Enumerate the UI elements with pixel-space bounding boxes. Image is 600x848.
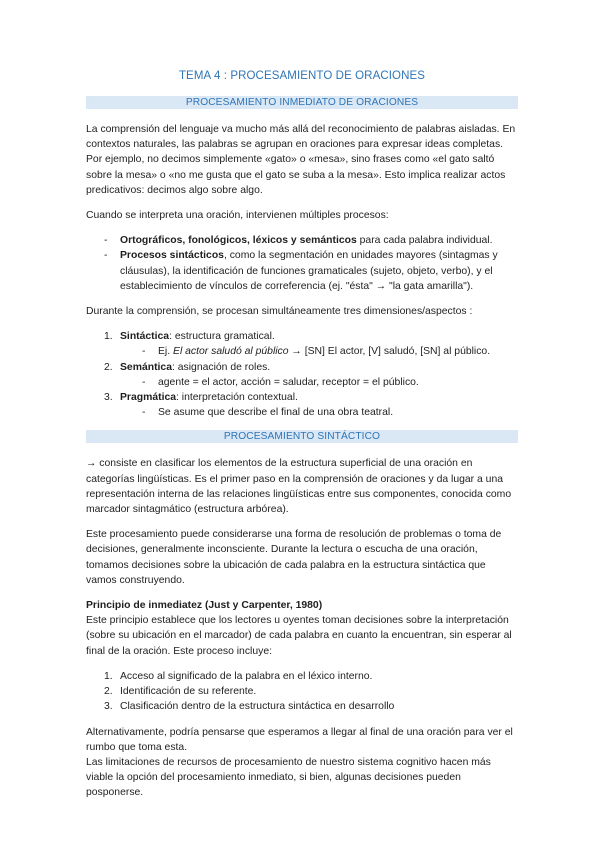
list-item-bold: Ortográficos, fonológicos, léxicos y semánticos xyxy=(120,235,357,247)
example-text: agente = el actor, acción = saludar, receptor = el público. xyxy=(158,376,419,388)
sub-list-item xyxy=(86,344,518,359)
sub-list xyxy=(120,344,518,359)
list-item xyxy=(86,329,518,359)
dash-marker: - xyxy=(142,346,146,358)
paragraph-decisions: Este procesamiento puede considerarse una forma de resolución de problemas o toma de decisiones, generalmente inconsciente. Durante la lectura o escucha de una oración, tomamos decisiones sobre la ubicación de cada palabra en la estructura sintáctica que vamos construyendo. xyxy=(86,529,502,586)
paragraph-alternative: Alternativamente, podría pensarse que esperamos a llegar al final de una oración para ver el rumbo que toma esta. xyxy=(86,726,513,753)
number-marker: 2. xyxy=(104,686,113,698)
sub-list xyxy=(120,375,518,390)
number-marker: 3. xyxy=(104,701,113,713)
page-title: TEMA 4 : PROCESAMIENTO DE ORACIONES xyxy=(178,70,426,82)
dash-marker: - xyxy=(104,250,108,262)
sub-list-item xyxy=(86,375,518,390)
section-heading-immediate-processing: PROCESAMIENTO INMEDIATO DE ORACIONES xyxy=(86,96,518,109)
list-item xyxy=(86,233,518,248)
example-text: Se asume que describe el final de una obra teatral. xyxy=(158,407,394,419)
list-item xyxy=(86,699,518,714)
paragraph-dimensions-lead: Durante la comprensión, se procesan simultáneamente tres dimensiones/aspectos : xyxy=(86,306,473,318)
dimension-desc: : asignación de roles. xyxy=(171,361,271,373)
paragraph-limitations: Las limitaciones de recursos de procesamiento de nuestro sistema cognitivo hacen más viable la opción del procesamiento inmediato, si bien, algunas decisiones pueden posponerse. xyxy=(86,756,491,799)
dimension-desc: : interpretación contextual. xyxy=(176,392,298,404)
list-item-text: para cada palabra individual. xyxy=(356,235,493,247)
step-text: Identificación de su referente. xyxy=(120,686,257,698)
dimension-name: Sintáctica xyxy=(120,331,170,343)
number-marker: 1. xyxy=(104,331,113,343)
subheading-text: Principio de inmediatez (Just y Carpenter, 1980) xyxy=(86,600,323,612)
dimensions-list xyxy=(86,329,518,420)
step-text: Clasificación dentro de la estructura sintáctica en desarrollo xyxy=(120,701,395,713)
paragraph-definition: → consiste en clasificar los elementos de la estructura superficial de una oración en categorías lingüísticas. Es el primer paso en la comprensión de oraciones y da lugar a una representación interna de las relaciones lingüísticas entre sus componentes, conocida como marcador sintagmático (estructura arbórea). xyxy=(86,458,512,516)
sub-list-item xyxy=(86,405,518,420)
steps-list xyxy=(86,669,518,715)
paragraph-principle: Este principio establece que los lectores u oyentes toman decisiones sobre la interpretación (sobre su ubicación en el marcador) de cada palabra en cuanto la encuentran, sin esperar al final de la oración. Este proceso incluye: xyxy=(86,615,512,657)
subheading-immediacy-principle xyxy=(86,598,518,613)
step-text: Acceso al significado de la palabra en el léxico interno. xyxy=(120,670,373,682)
document-page xyxy=(86,68,518,801)
dimension-name: Semántica xyxy=(120,361,172,373)
list-item-text: , como la segmentación en unidades mayores (sintagmas y cláusulas), la identificación de funciones gramaticales (sujeto, objeto, verbo), y el establecimiento de vínculos de correferencia (ej. "ésta" → "la gata amarilla"). xyxy=(120,250,498,292)
dash-marker: - xyxy=(142,407,146,419)
dash-marker: - xyxy=(142,376,146,388)
list-item xyxy=(86,669,518,684)
paragraph-processes-lead: Cuando se interpreta una oración, intervienen múltiples procesos: xyxy=(86,210,389,222)
list-item xyxy=(86,390,518,420)
number-marker: 2. xyxy=(104,361,113,373)
dimension-name: Pragmática xyxy=(120,392,177,404)
example-italic: El actor saludó al público xyxy=(173,346,289,358)
sub-list xyxy=(120,405,518,420)
dash-marker: - xyxy=(104,235,108,247)
list-item xyxy=(86,684,518,699)
paragraph-intro: La comprensión del lenguaje va mucho más allá del reconocimiento de palabras aisladas. En contextos naturales, las palabras se agrupan en oraciones para expresar ideas completas. Por ejemplo, no decimos simplemente «gato» o «mesa», sino frases como «el gato saltó sobre la mesa» o «no me gusta que el gato se suba a la mesa». Esto implica realizar actos predicativos: decimos algo sobre algo. xyxy=(86,124,516,196)
processes-list xyxy=(86,233,518,294)
number-marker: 3. xyxy=(104,392,113,404)
list-item xyxy=(86,248,518,294)
section-heading-syntactic-processing: PROCESAMIENTO SINTÁCTICO xyxy=(86,430,518,443)
list-item-bold: Procesos sintácticos xyxy=(120,250,224,262)
list-item xyxy=(86,360,518,390)
example-text: → [SN] El actor, [V] saludó, [SN] al público. xyxy=(288,346,491,358)
example-prefix: Ej. xyxy=(158,346,174,358)
number-marker: 1. xyxy=(104,670,113,682)
dimension-desc: : estructura gramatical. xyxy=(169,331,275,343)
